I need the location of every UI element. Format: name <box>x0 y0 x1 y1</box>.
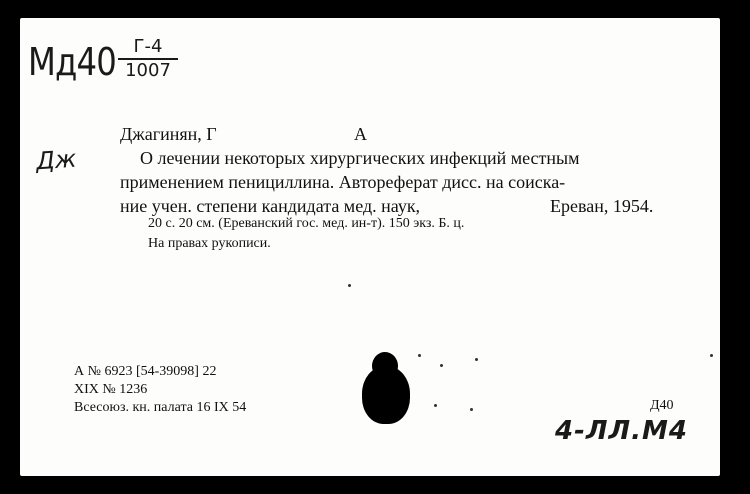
speck <box>475 358 478 361</box>
title-line-place-year: Ереван, 1954. <box>550 196 654 216</box>
title-line-3: ние учен. степени кандидата мед. наук, <box>120 196 421 216</box>
shelfmark-bottom: 1007 <box>125 60 171 81</box>
classification-code: Д40 <box>650 398 674 413</box>
registry-line-3: Всесоюз. кн. палата 16 IX 54 <box>74 400 247 415</box>
speck <box>710 354 713 357</box>
title-line-1: О лечении некоторых хирургических инфекций местным <box>140 148 580 168</box>
speck <box>440 364 443 367</box>
ink-blot <box>362 366 410 424</box>
author-name: Джагинян, Г <box>120 124 217 144</box>
shelfmark-fraction <box>118 36 178 82</box>
shelfmark-main: Мд40 <box>28 40 116 84</box>
handwritten-side-note: Дж <box>35 144 78 176</box>
speck <box>348 284 351 287</box>
author-initial: А <box>354 124 367 144</box>
registry-line-2: XIX № 1236 <box>74 382 148 397</box>
speck <box>470 408 473 411</box>
title-line-2: применением пенициллина. Автореферат дисс. на соиска- <box>120 172 566 192</box>
registry-line-1: А № 6923 [54-39098] 22 <box>74 364 217 379</box>
speck <box>418 354 421 357</box>
description-line: 20 с. 20 см. (Ереванский гос. мед. ин-т). 150 экз. Б. ц. <box>148 216 465 231</box>
speck <box>434 404 437 407</box>
handwritten-bottom-note: 4-ЛЛ.М4 <box>555 416 688 446</box>
catalog-card <box>20 18 720 476</box>
note-line: На правах рукописи. <box>148 236 271 251</box>
shelfmark-top: Г-4 <box>118 36 178 60</box>
